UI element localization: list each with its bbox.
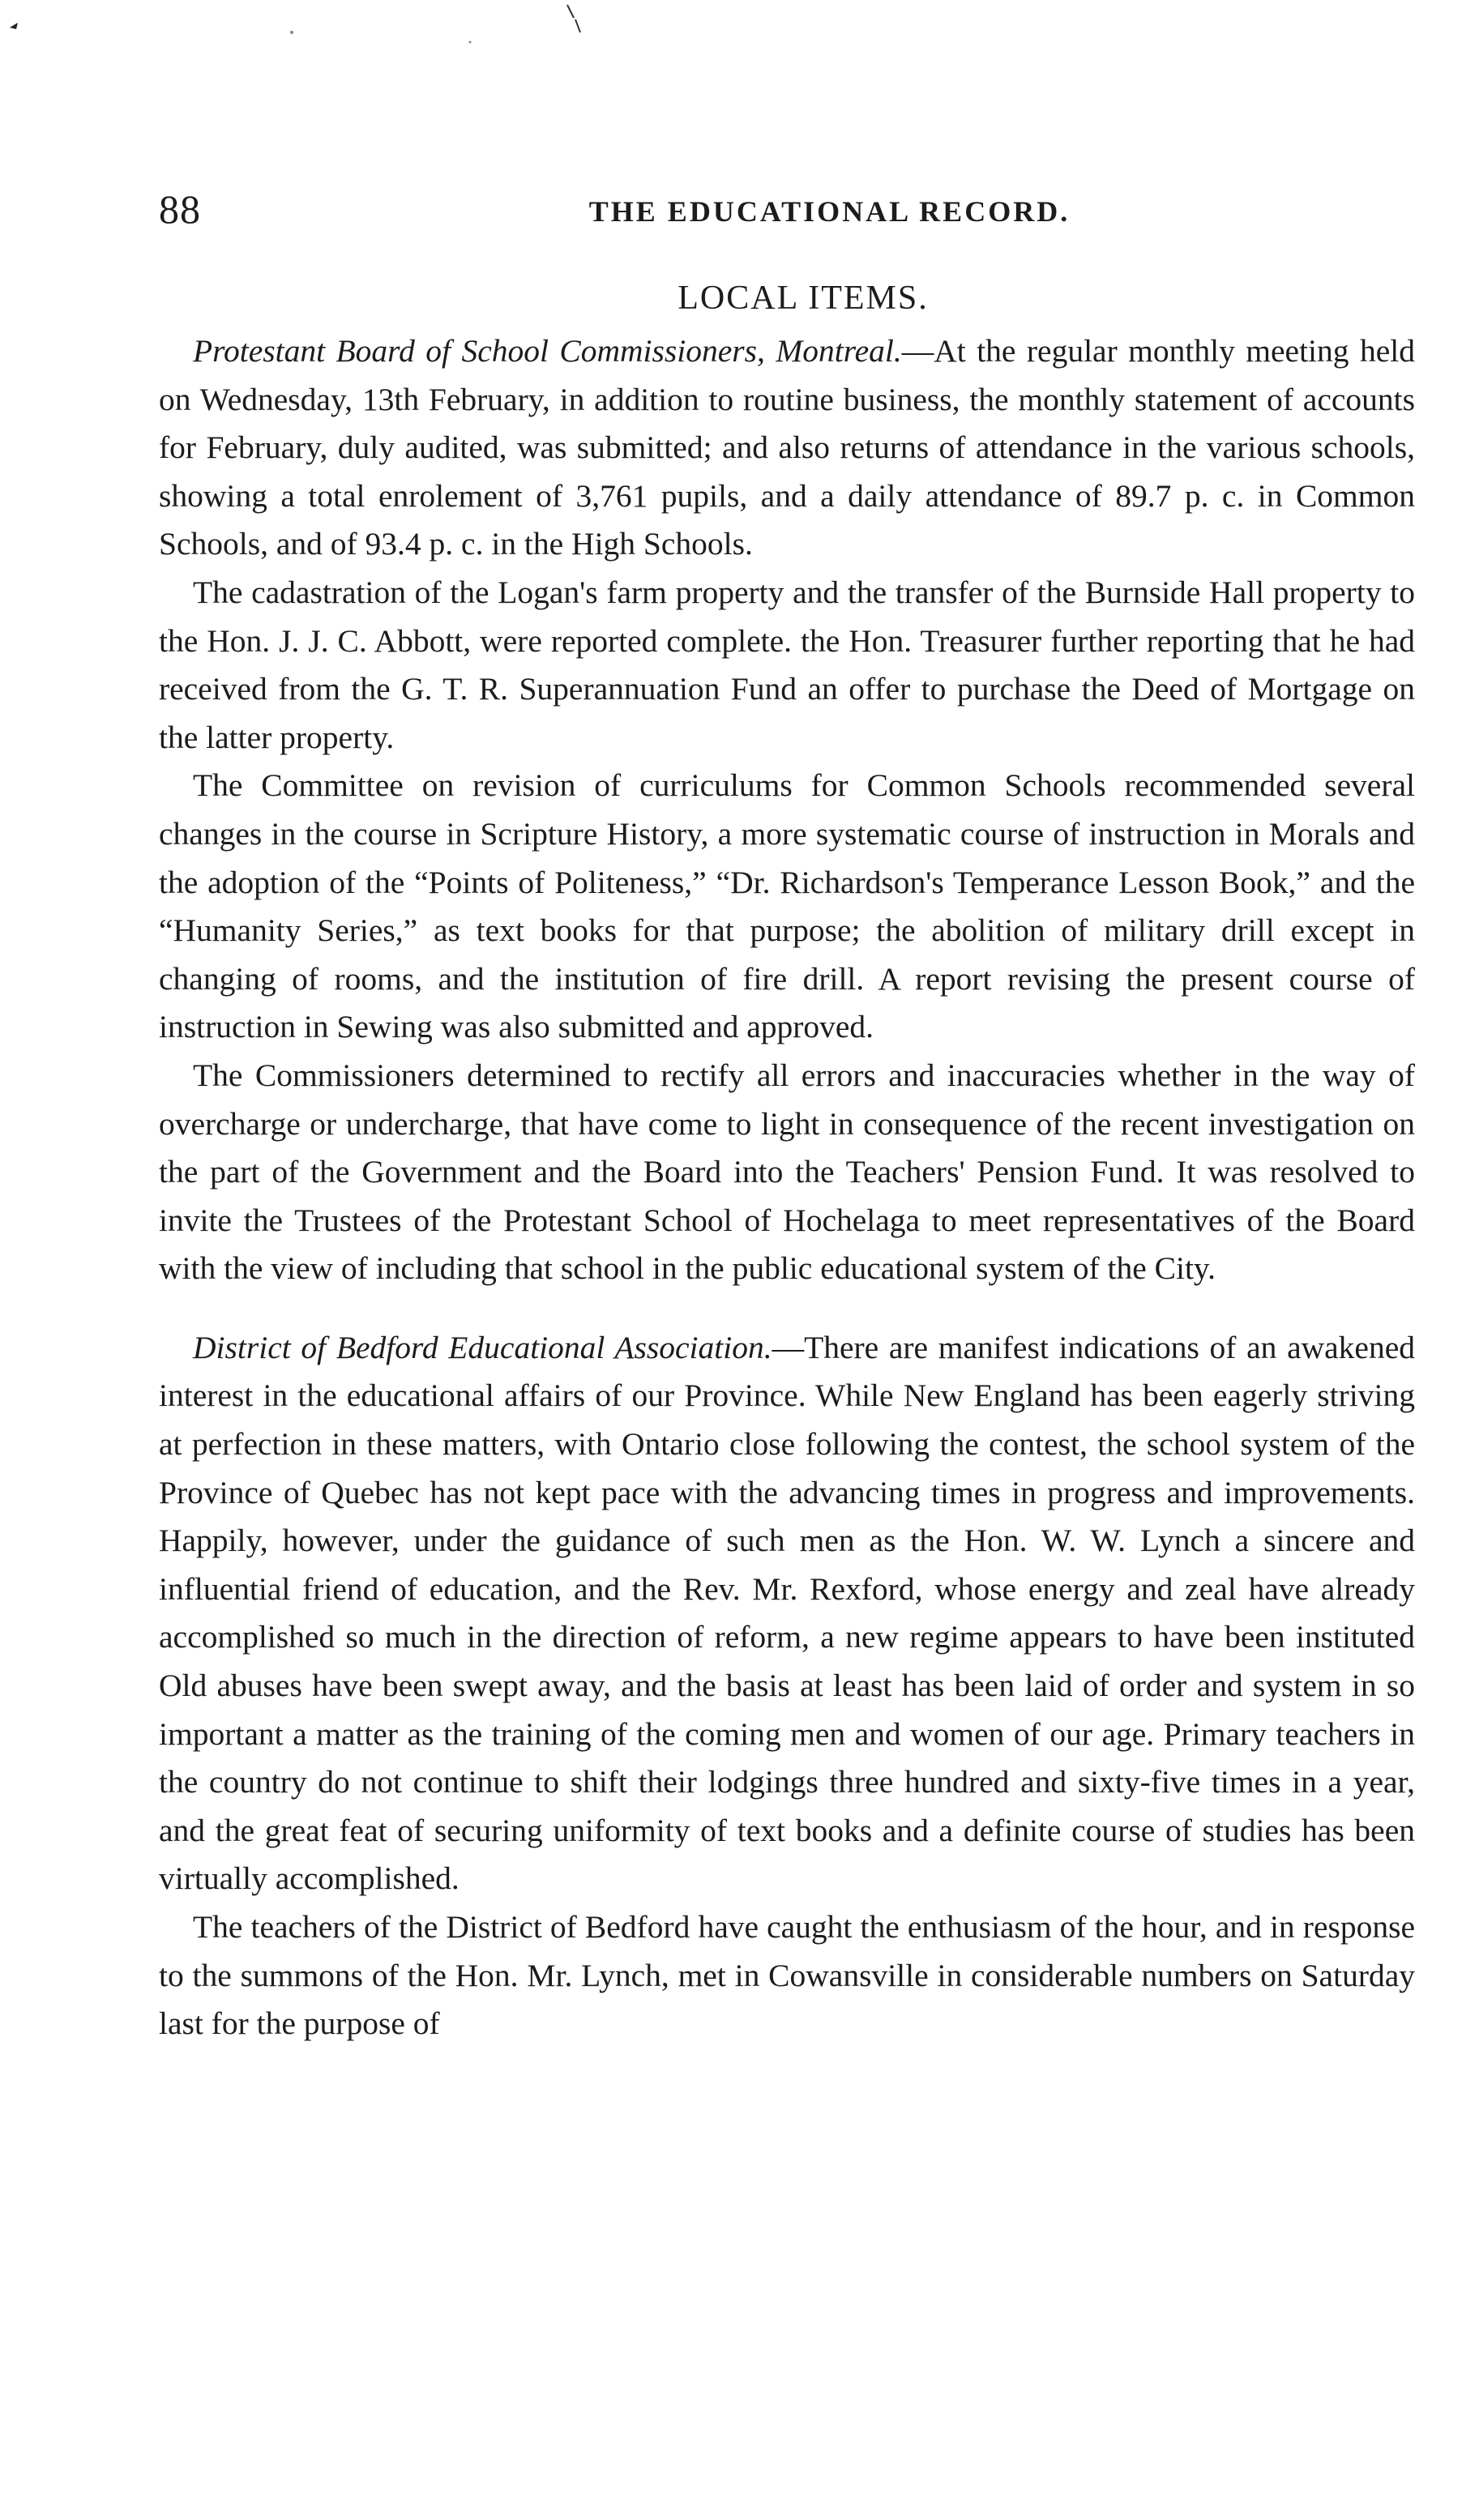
paragraph-text: —There are manifest indications of an awakened interest in the educational affairs of our Province. While New England has been eagerly striving at perfection in these matters, with Ontario close following the contest, the school system of the Province of Quebec has not kept pace with the advancing times in progress and improvements. Happily, however, under the guidance of such men as the Hon. W. W. Lynch a sincere and influential friend of education, and the Rev. Mr. Rexford, whose energy and zeal have already accomplished so much in the direction of reform, a new regime appears to have been instituted Old abuses have been swept away, and the basis at least has been laid of order and system in so important a matter as the training of the coming men and women of our age. Primary teachers in the country do not continue to shift their lodgings three hundred and sixty-five times in a year, and the great feat of securing uniformity of text books and a definite course of studies has been virtually accomplished. [159, 1329, 1415, 1897]
ink-speck [10, 23, 18, 29]
page-number: 88 [159, 186, 201, 232]
paragraph-text: The cadastration of the Logan's farm property and the transfer of the Burnside Hall property to the Hon. J. J. C. Abbott, were reported complete. the Hon. Treasurer further reporting that he had received from the G. T. R. Superannuation Fund an offer to purchase the Deed of Mortgage on the latter property. [159, 574, 1415, 755]
paragraph [159, 1052, 1415, 1293]
page-header [159, 185, 1411, 241]
ink-speck [469, 41, 472, 44]
paragraph [159, 1324, 1415, 1903]
paragraph-text: The Commissioners determined to rectify all errors and inaccuracies whether in the way of overcharge or undercharge, that have come to light in consequence of the recent investigation on the part of the Government and the Board into the Teachers' Pension Fund. It was resolved to invite the Trustees of the Protestant School of Hochelaga to meet representatives of the Board with the view of including that school in the public educational system of the City. [159, 1057, 1415, 1287]
paragraph-lead: Protestant Board of School Commissioners, Montreal. [193, 333, 902, 369]
paragraph [159, 1903, 1415, 2048]
paragraph-text: The teachers of the District of Bedford have caught the enthusiasm of the hour, and in response to the summons of the Hon. Mr. Lynch, met in Cowansville in considerable numbers on Saturday last for the purpose of [159, 1909, 1415, 2042]
scan-specks [0, 0, 1479, 97]
article-body [159, 275, 1415, 2048]
running-title: THE EDUCATIONAL RECORD. [588, 195, 1071, 228]
section-title: LOCAL ITEMS. [678, 280, 929, 317]
paragraph [159, 569, 1415, 762]
ink-speck [290, 31, 293, 34]
paragraph [159, 762, 1415, 1052]
paragraph-text: The Committee on revision of curriculums for Common Schools recommended several changes in the course in Scripture History, a more systematic course of instruction in Morals and the adoption of the “Points of Politeness,” “Dr. Richardson's Temperance Lesson Book,” and the “Humanity Series,” as text books for that purpose; the abolition of military drill except in changing of rooms, and the institution of fire drill. A report revising the present course of instruction in Sewing was also submitted and approved. [159, 767, 1415, 1045]
paragraph-lead: District of Bedford Educational Association. [193, 1329, 772, 1365]
ink-speck [567, 5, 574, 18]
paragraph [159, 327, 1415, 569]
paragraph-text: —At the regular monthly meeting held on Wednesday, 13th February, in addition to routine business, the monthly statement of accounts for February, duly audited, was submitted; and also returns of attendance in the various schools, showing a total enrolement of 3,761 pupils, and a daily attendance of 89.7 p. c. in Common Schools, and of 93.4 p. c. in the High Schools. [159, 333, 1415, 562]
paragraph-gap [159, 1293, 1415, 1324]
ink-speck [575, 19, 580, 32]
